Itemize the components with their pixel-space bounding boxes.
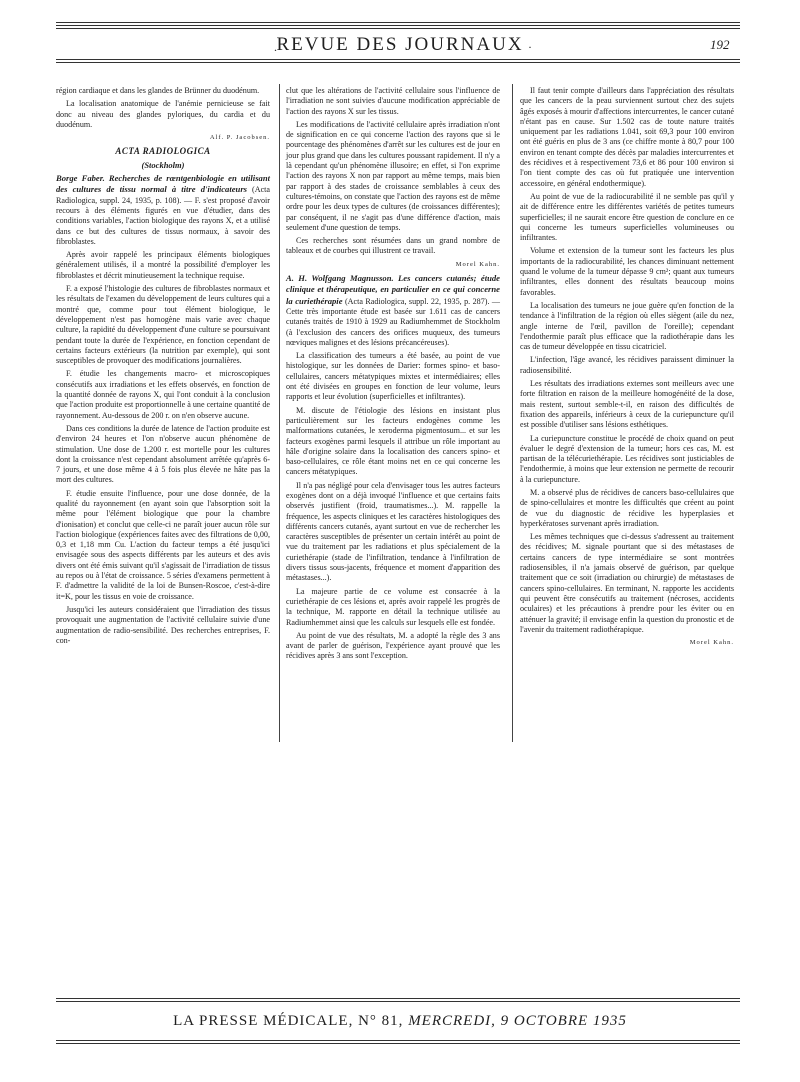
- article-heading: Borge Faber. Recherches de rœntgenbiologie en utilisant des cultures de tissu normal à titre d'indicateurs: [56, 173, 270, 195]
- paragraph: Il faut tenir compte d'ailleurs dans l'appréciation des résultats que les cancers de la peau surviennent surtout chez des sujets âgés exposés à mourir d'affections intercurrentes, le cancer cutané n'étant pas en cause. Sur 1.502 cas de toute nature traités uniquement par les radiations 1.041, soit 69,3 pour 100 environ ont été guéris en plus de 3 ans (ce chiffre monte à 80,7 pour 100 environ en tenant compte des décès par maladies intercurrentes et des récidives et à respectivement 73,6 et 86 pour 100 environ si l'on tient compte des cas où fut pratiquée une intervention accessoire, en général endothermique).: [520, 86, 734, 188]
- paragraph: F. étudie ensuite l'influence, pour une dose donnée, de la qualité du rayonnement (en ayant soin que l'absorption soit la même pour l'élément biologique que pour la chambre d'ionisation) et conclut que celle-ci ne paraît jouer aucun rôle sur l'action biologique (expériences faites avec des filtrations de 0,00, 0,3 et 1,18 mm Cu. L'action du facteur temps a été jusqu'ici envisagée sous des aspects différents par les auteurs et des avis divers ont été émis suivant qu'il s'agissait de l'irradiation de tissus au repos ou à l'état de croissance. 5 séries d'examens permettent à F. d'admettre la validité de la loi de Bunsen-Roscoe, c'est-à-dire it=K, pour les tissus en voie de croissance.: [56, 488, 270, 601]
- paragraph: F. a exposé l'histologie des cultures de fibroblastes normaux et les résultats de l'examen du développement de leurs cultures qui a montré que, comme pour tout élément biologique, le développement n'est pas homogène mais varie avec chaque culture, la rapidité du développement d'une culture se poursuivant pendant toute la durée de l'expérience, en fonction cependant de certains facteurs extérieurs (la nutrition par exemple), qui sont susceptibles de provoquer des modifications journalières.: [56, 284, 270, 366]
- paragraph: Les résultats des irradiations externes sont meilleurs avec une forte filtration en raison de la meilleure homogénéité de la dose, mais restent, surtout semble-t-il, en raison des difficultés de fixation des appareils, inférieurs à ceux de la curiepuncture qu'il est possible d'utiliser sans lésions esthétiques.: [520, 379, 734, 430]
- article-entry: [56, 173, 270, 247]
- paragraph: M. discute de l'étiologie des lésions en insistant plus particulièrement sur les facteurs endogènes comme les malformations cutanées, le xeroderma pigmentosum... et sur les facteurs exogènes parmi lesquels il attribue un rôle important au hâle d'origine solaire dans la localisation des cancers spino- et baso-cellulaires, ce rôle étant moins net en ce qui concerne les cancers métatypiques.: [286, 405, 500, 477]
- author-signature: Alf. P. Jacobsen.: [209, 134, 270, 142]
- paragraph: La majeure partie de ce volume est consacrée à la curiethérapie de ces lésions et, après avoir rappelé les progrès de la technique, M. rapporte en détail la technique utilisée au Radiumhemmet ainsi que les calculs sur lesquels elle est fondée.: [286, 586, 500, 627]
- paragraph: Après avoir rappelé les principaux éléments biologiques généralement utilisés, il a montré la possibilité d'employer les fibroblastes et décrit minutieusement la technique requise.: [56, 250, 270, 280]
- paragraph: La localisation des tumeurs ne joue guère qu'en fonction de la tendance à l'infiltration de la région où elles siègent (aile du nez, angle interne de l'œil, pavillon de l'oreille); cependant l'endothermie paraît plus efficace que la radiothérapie dans les cas de tumeur développée en tissu cicatriciel.: [520, 300, 734, 352]
- paragraph: clut que les altérations de l'activité cellulaire sous l'influence de l'irradiation ne sont suivies d'aucune modification appréciable de l'action des rayons X sur les tissus.: [286, 86, 500, 116]
- paragraph: Dans ces conditions la durée de latence de l'action produite est d'environ 24 heures et l'on n'observe aucun phénomène de stimulation. Une dose de 1.200 r. est mortelle pour les cultures dont la croissance n'est cependant absolument arrêtée qu'après 6-7 jours, et une dose même 4 à 5 fois plus élevée ne hâte pas la mort des cultures.: [56, 423, 270, 485]
- author-signature: Morel Kahn.: [689, 639, 734, 647]
- header-dot-right: ·: [528, 40, 532, 54]
- paragraph: Ces recherches sont résumées dans un grand nombre de tableaux et de courbes qui illustrent ce travail.: [286, 236, 500, 256]
- column-3: [520, 86, 734, 651]
- paragraph: La localisation anatomique de l'anémie pernicieuse se fait donc au niveau des glandes pyloriques, du cardia et du duodénum.: [56, 99, 270, 129]
- paragraph: L'infection, l'âge avancé, les récidives paraissent diminuer la radiosensibilité.: [520, 355, 734, 375]
- paragraph: F. étudie les changements macro- et microscopiques consécutifs aux irradiations et les effets observés, en fonction de la quantité donnée de rayons X, qui l'ont conduit à la conclusion que l'action produite est proportionnelle à une certaine quantité de rayonnement. Au-dessous de 200 r. on n'en observe aucune.: [56, 369, 270, 420]
- page-number: 192: [710, 37, 730, 52]
- footer-bottom-rule-1: [56, 1040, 740, 1041]
- footer-issue-number: N° 81,: [358, 1013, 404, 1029]
- article-heading: A. H. Wolfgang Magnusson. Les cancers cutanés; étude clinique et thérapeutique, en particulier en ce qui concerne la curiethérapie: [286, 273, 500, 306]
- paragraph: La curiepuncture constitue le procédé de choix quand on peut évaluer le degré d'extension de la tumeur; hors ces cas, M. est partisan de la télécuriethérapie. Les récidives sont justiciables de l'endothermie, à moins que leur extension ne permette de recourir à la curiepuncture.: [520, 433, 734, 484]
- paragraph: Jusqu'ici les auteurs considéraient que l'irradiation des tissus provoquait une augmentation de l'activité cellulaire suivie d'une augmentation de radio-sensibilité. Des recherches entreprises, F. con-: [56, 604, 270, 645]
- column-1: [56, 86, 270, 649]
- author-signature: Morel Kahn.: [455, 260, 500, 268]
- page-footer: [0, 1013, 800, 1030]
- paragraph: Volume et extension de la tumeur sont les facteurs les plus importants de la radiocurabilité, les chances diminuant nettement quand le volume de la tumeur dépasse 9 cm²; quant aux tumeurs infiltrantes, elles donnent des résultats beaucoup moins favorables.: [520, 246, 734, 297]
- column-divider-1: [279, 84, 280, 742]
- paragraph: région cardiaque et dans les glandes de Brünner du duodénum.: [56, 86, 260, 95]
- paragraph: Les modifications de l'activité cellulaire après irradiation n'ont de signification en ce qui concerne l'action des rayons que si le pourcentage des phénomènes d'arrêt sur les cultures est de jour en jour plus grand que dans les cultures poussant rapidement. Il n'y a là cependant qu'un phénomène illusoire; en effet, si l'on exprime l'action des rayons X non par rapport au même temps, mais bien par rapport à des stades de croissance semblables à ceux des cultures-témoins, on constate que l'action des rayons est de même ordre pour les deux types de cultures (de croissances différentes); par conséquent, il ne s'agit pas d'une différence d'action, mais seulement d'une question de temps.: [286, 119, 500, 232]
- paragraph: M. a observé plus de récidives de cancers baso-cellulaires que de spino-cellulaires et montre les difficultés que créent au point de vue du diagnostic de récidive les hyperplasies et hyperkératoses survenant après irradiation.: [520, 487, 734, 528]
- paragraph: Il n'a pas négligé pour cela d'envisager tous les autres facteurs exogènes dont on a déjà invoqué l'influence et que certains faits observés justifient (froid, traumatismes...). M. rappelle la fréquence, les aspects cliniques et les caractères histologiques des différents cancers cutanés, ayant surtout en vue de rechercher les caractères susceptibles de présenter un certain intérêt au point de vue du traitement par les radiations et plus spécialement de la curiethérapie (stade de l'infiltration, tendance à l'infiltration de divers tissus sous-jacents, fréquence et moment d'apparition des métastases...).: [286, 480, 500, 583]
- paragraph: Les mêmes techniques que ci-dessus s'adressent au traitement des récidives; M. signale pourtant que si des métastases de certains cancers de type intermédiaire se sont montrées radiosensibles, il n'a jamais observé de guérison, par quelque traitement que ce soit (irradiation ou chirurgie) de métastases de cancers spino-cellulaires. En terminant, N. rapporte les accidents qui peuvent être consécutifs au traitement (nécroses, accidents oculaires) et les précautions à prendre pour les éviter ou en atténuer la gravité; il envisage enfin la question du pronostic et de l'avenir du traitement radiothérapique.: [520, 532, 734, 634]
- top-rule-1: [56, 22, 740, 23]
- article-entry: [286, 273, 500, 348]
- article-reference: (Acta Radiologica, suppl. 22, 1935, p. 287). — Cette très importante étude est basée sur 1.611 cas de cancers cutanés traités de 1910 à 1929 au Radiumhemmet de Stockholm (à l'exclusion des cancers des orifices muqueux, des tumeurs nœviques malignes et des lésions précancéreuses).: [286, 296, 500, 347]
- paragraph: Au point de vue de la radiocurabilité il ne semble pas qu'il y ait de différence entre les différentes variétés de petites tumeurs superficielles; il ne saurait encore être question de conclure en ce qui concerne les tumeurs superficielles volumineuses ou infiltrantes.: [520, 191, 734, 243]
- paragraph: Au point de vue des résultats, M. a adopté la règle des 3 ans avant de parler de guérison, l'expérience ayant prouvé que les récidives après 3 ans sont l'exception.: [286, 630, 500, 661]
- column-divider-2: [512, 84, 513, 742]
- column-2: [286, 86, 500, 665]
- footer-bottom-rule-2: [56, 1043, 740, 1044]
- footer-top-rule-1: [56, 998, 740, 999]
- header-dot-left: .: [274, 40, 277, 54]
- page-header-title: REVUE DES JOURNAUX: [276, 34, 524, 55]
- footer-top-rule-2: [56, 1001, 740, 1002]
- header-bottom-rule-1: [56, 59, 740, 60]
- article-reference: (Acta Radiologica, suppl. 24, 1935, p. 108). — F. s'est proposé d'avoir recours à des éléments figurés en vue d'étudier, dans des conditions variables, l'action biologique des rayons X, et a utilisé dans ce but des cultures de tissus normaux, à savoir des fibroblastes.: [56, 185, 270, 246]
- footer-date: MERCREDI, 9 OCTOBRE 1935: [408, 1013, 627, 1029]
- footer-journal-name: LA PRESSE MÉDICALE,: [173, 1013, 354, 1029]
- top-rule-3: [56, 28, 740, 29]
- top-rule-2: [56, 25, 740, 26]
- paragraph: La classification des tumeurs a été basée, au point de vue histologique, sur les données de Darier: formes spino- et baso-cellulaires, cancers métatypiques mixtes et intermédiaires; elles ont été divisées en groupes en fonction de leur volume, leurs rapports et leur évolution (superficielles et infiltrantes).: [286, 351, 500, 402]
- journal-city: (Stockholm): [141, 159, 185, 170]
- header-bottom-rule-2: [56, 62, 740, 63]
- journal-name: ACTA RADIOLOGICA: [115, 146, 211, 157]
